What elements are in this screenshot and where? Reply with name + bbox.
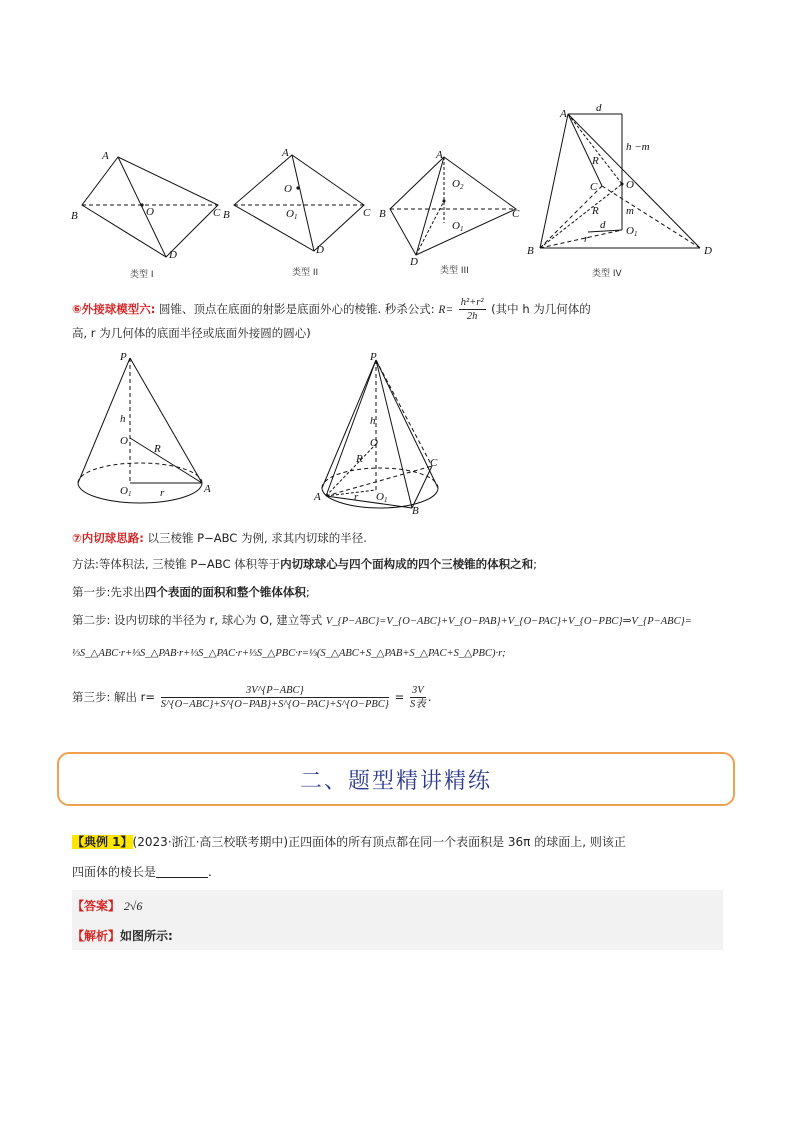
section7-step2-line2 (72, 644, 506, 662)
section6-text3: 高, r 为几何体的底面半径或底面外接圆的圆心) (72, 326, 311, 340)
label-B: B (527, 245, 534, 257)
section7-method (72, 556, 537, 572)
step3-rhs-numerator: 3V (410, 684, 426, 698)
label-A: A (204, 483, 211, 495)
label-O: O (120, 435, 128, 447)
step3-fraction (161, 684, 389, 711)
label-d-top: d (596, 102, 602, 114)
label-R: R (154, 443, 161, 455)
answer-value: 2√6 (123, 899, 143, 913)
method-label: 方法: (72, 557, 99, 571)
section6-heading: ⑥外接球模型六: (72, 302, 156, 316)
step3-rhs-fraction (410, 684, 426, 711)
label-O: O (370, 437, 378, 449)
example-question-1: 正四面体的所有顶点都在同一个表面积是 36π 的球面上, 则该正 (288, 835, 626, 849)
method-text-c: ; (533, 557, 538, 571)
answer-blank (156, 865, 208, 878)
label-R: R (356, 453, 363, 465)
answer-label: 【答案】 (72, 899, 121, 913)
label-D: D (169, 249, 177, 261)
section7-intro: 以三棱锥 P−ABC 为例, 求其内切球的半径. (147, 531, 367, 545)
label-A: A (314, 491, 321, 503)
step3-end: . (427, 690, 432, 704)
example-tag: 【典例 1】 (72, 835, 133, 849)
label-B: B (223, 209, 230, 221)
label-C: C (590, 181, 598, 193)
label-B: B (379, 208, 386, 220)
figure-type-4 (520, 100, 730, 285)
label-R-lower: R (592, 205, 599, 217)
step1-text-b: 四个表面的面积和整个锥体体积 (144, 585, 306, 599)
label-C: C (213, 207, 221, 219)
label-A: A (102, 150, 109, 162)
example-source: (2023·浙江·高三校联考期中) (132, 835, 289, 849)
section6-line1 (72, 296, 591, 323)
analysis-line (72, 928, 173, 944)
label-d-mid: d (600, 219, 606, 231)
label-D: D (410, 256, 418, 268)
section-title: 二、题型精讲精练 (299, 768, 492, 794)
section6-formula-lhs: R= (438, 304, 454, 316)
example-question-line2 (72, 864, 212, 880)
step1-label: 第一步: (72, 585, 111, 599)
analysis-label: 【解析】 (72, 929, 121, 943)
example-question-end: . (208, 865, 212, 879)
label-A: A (436, 149, 443, 161)
label-B: B (412, 505, 419, 517)
step3-numerator: 3V^{P−ABC} (161, 684, 389, 698)
section7-step2 (72, 612, 692, 630)
label-h: h (120, 413, 126, 425)
step3-label: 第三步: (72, 690, 111, 704)
label-r: r (584, 233, 589, 245)
caption-type-4: 类型 IV (592, 269, 622, 279)
section6-text1: 圆锥、顶点在底面的射影是底面外心的棱锥. 秒杀公式: (159, 302, 435, 316)
figure-pyramid-in-cone (312, 348, 472, 518)
method-text-b: 内切球球心与四个面构成的四个三棱锥的体积之和 (280, 557, 534, 571)
section-title-box (57, 752, 735, 806)
label-P: P (370, 351, 377, 363)
figure-type-2 (222, 145, 382, 285)
caption-type-3: 类型 III (440, 266, 469, 276)
label-O1: O1 (626, 225, 638, 238)
step2-text: 设内切球的半径为 r, 球心为 O, 建立等式 (114, 613, 323, 627)
label-O: O (626, 179, 634, 191)
section7-line1 (72, 530, 367, 546)
section6-formula-num: h²+r² (460, 297, 484, 308)
step1-text-a: 先求出 (110, 585, 145, 599)
label-A: A (282, 147, 289, 159)
caption-type-1: 类型 I (130, 270, 154, 280)
label-C: C (512, 208, 520, 220)
label-A: A (560, 108, 567, 120)
step2-label: 第二步: (72, 613, 111, 627)
analysis-text: 如图所示: (120, 929, 173, 943)
label-m: m (626, 205, 634, 217)
section6-formula-den: 2h (466, 311, 478, 322)
section6-text2: (其中 h 为几何体的 (491, 302, 591, 316)
caption-type-2: 类型 II (292, 268, 319, 278)
section7-step3: 第三步: 解出 r= $\frac{\text{3V\textasciicircum{}\{P−ABC\}}}{\text{S\textasciicircum{}\{O−ABC\}+S\textasciicircum{}\{O−PAB\}+S\textasciicircum{}\{O−PAC\}+S\textasciicircum{}\{O−PBC\}}}$ = $\frac{3V}{\text{S表}}$ . (72, 685, 432, 710)
step2-equation: V_{P−ABC}=V_{O−ABC}+V_{O−PAB}+V_{O−PAC}+V_{O−PBC}⇒V_{P−ABC}= (325, 616, 692, 627)
label-D: D (316, 244, 324, 256)
step3-text: 解出 r= (114, 690, 156, 704)
label-r: r (160, 487, 165, 499)
step1-text-c: ; (305, 585, 310, 599)
label-R-upper: R (592, 155, 599, 167)
figure-type-1 (70, 145, 230, 285)
step3-denominator: S^{O−ABC}+S^{O−PAB}+S^{O−PAC}+S^{O−PBC} (160, 699, 389, 710)
figure-type-3 (378, 145, 538, 285)
label-B: B (71, 210, 78, 222)
label-P: P (120, 351, 127, 363)
label-D: D (704, 245, 712, 257)
step3-rhs-denominator: S表 (409, 699, 426, 710)
section6-formula-fraction (459, 296, 486, 323)
label-O1: O1 (286, 208, 298, 221)
example-question-line1 (72, 834, 626, 850)
answer-line (72, 898, 142, 914)
label-O2: O2 (452, 178, 464, 191)
section7-heading: ⑦内切球思路: (72, 531, 144, 545)
method-text-a: 等体积法, 三棱锥 P−ABC 体积等于 (98, 557, 281, 571)
label-C: C (430, 457, 438, 469)
step2-equation-line2: ⅓S_△ABC·r+⅓S_△PAB·r+⅓S_△PAC·r+⅓S_△PBC·r=⅓(S_△ABC+S_△PAB+S_△PAC+S_△PBC)·r; (72, 648, 506, 659)
figure-cone (74, 348, 234, 513)
label-O1: O1 (376, 491, 388, 504)
label-C: C (363, 207, 371, 219)
section7-step1 (72, 584, 310, 600)
label-O1: O1 (452, 220, 464, 233)
label-O1: O1 (120, 485, 132, 498)
label-h: h (370, 415, 376, 427)
label-h-minus-m: h −m (626, 141, 650, 153)
section6-line2 (72, 325, 311, 341)
example-question-2: 四面体的棱长是 (72, 865, 157, 879)
label-r: r (354, 491, 359, 503)
label-O: O (284, 183, 292, 195)
label-O: O (146, 206, 154, 218)
